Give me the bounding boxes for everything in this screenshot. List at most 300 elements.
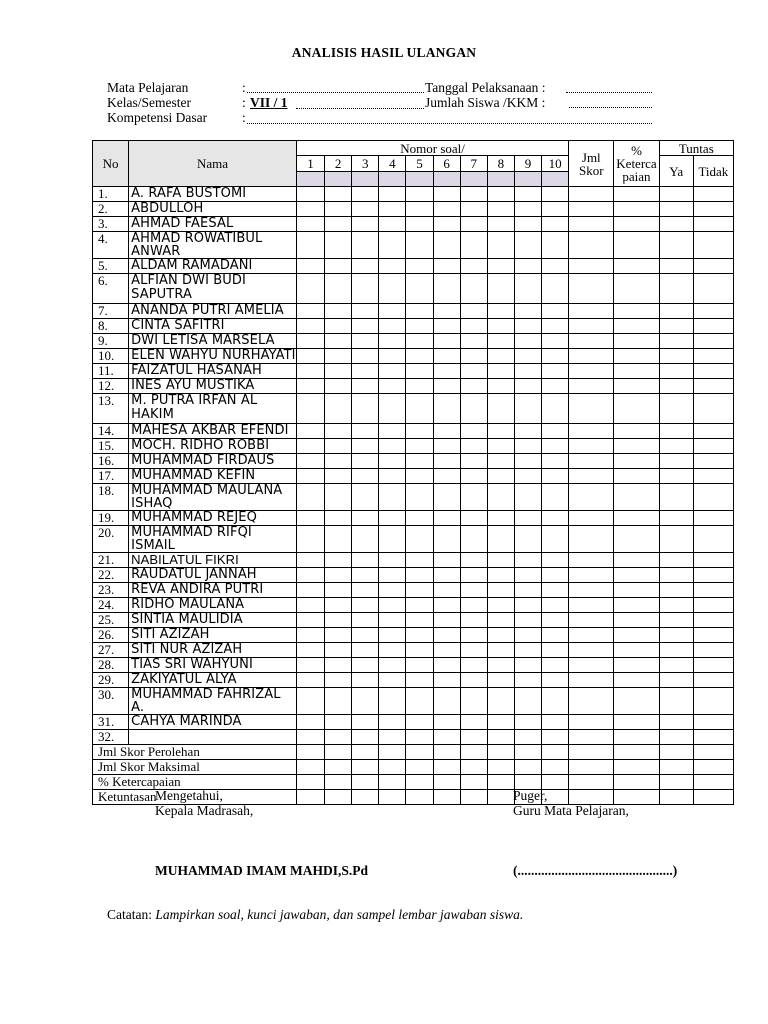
score-cell[interactable] xyxy=(614,259,659,274)
score-cell[interactable] xyxy=(693,628,733,643)
score-cell[interactable] xyxy=(514,187,541,202)
score-cell[interactable] xyxy=(614,526,659,553)
score-cell[interactable] xyxy=(659,583,693,598)
score-cell[interactable] xyxy=(614,730,659,745)
score-cell[interactable] xyxy=(460,334,487,349)
score-cell[interactable] xyxy=(406,259,433,274)
score-cell[interactable] xyxy=(460,730,487,745)
answer-key-cell[interactable] xyxy=(379,172,406,187)
score-cell[interactable] xyxy=(460,715,487,730)
score-cell[interactable] xyxy=(487,217,514,232)
score-cell[interactable] xyxy=(693,439,733,454)
score-cell[interactable] xyxy=(325,745,352,760)
score-cell[interactable] xyxy=(433,553,460,568)
score-cell[interactable] xyxy=(487,511,514,526)
score-cell[interactable] xyxy=(614,364,659,379)
score-cell[interactable] xyxy=(693,334,733,349)
score-cell[interactable] xyxy=(569,598,614,613)
score-cell[interactable] xyxy=(296,439,324,454)
tanggal-pelaksanaan-field[interactable] xyxy=(566,92,652,93)
score-cell[interactable] xyxy=(433,439,460,454)
score-cell[interactable] xyxy=(659,760,693,775)
score-cell[interactable] xyxy=(514,364,541,379)
score-cell[interactable] xyxy=(569,259,614,274)
score-cell[interactable] xyxy=(487,484,514,511)
score-cell[interactable] xyxy=(659,469,693,484)
score-cell[interactable] xyxy=(352,511,379,526)
score-cell[interactable] xyxy=(433,568,460,583)
score-cell[interactable] xyxy=(487,673,514,688)
score-cell[interactable] xyxy=(569,745,614,760)
score-cell[interactable] xyxy=(514,319,541,334)
score-cell[interactable] xyxy=(542,349,569,364)
score-cell[interactable] xyxy=(433,202,460,217)
score-cell[interactable] xyxy=(296,511,324,526)
score-cell[interactable] xyxy=(352,334,379,349)
score-cell[interactable] xyxy=(325,469,352,484)
score-cell[interactable] xyxy=(325,379,352,394)
score-cell[interactable] xyxy=(693,304,733,319)
score-cell[interactable] xyxy=(693,760,733,775)
score-cell[interactable] xyxy=(693,202,733,217)
score-cell[interactable] xyxy=(614,628,659,643)
score-cell[interactable] xyxy=(487,379,514,394)
score-cell[interactable] xyxy=(406,583,433,598)
score-cell[interactable] xyxy=(406,304,433,319)
score-cell[interactable] xyxy=(379,511,406,526)
score-cell[interactable] xyxy=(406,334,433,349)
score-cell[interactable] xyxy=(542,613,569,628)
score-cell[interactable] xyxy=(460,319,487,334)
score-cell[interactable] xyxy=(569,202,614,217)
score-cell[interactable] xyxy=(433,349,460,364)
score-cell[interactable] xyxy=(614,511,659,526)
score-cell[interactable] xyxy=(406,568,433,583)
score-cell[interactable] xyxy=(433,379,460,394)
score-cell[interactable] xyxy=(433,364,460,379)
score-cell[interactable] xyxy=(514,715,541,730)
score-cell[interactable] xyxy=(659,232,693,259)
score-cell[interactable] xyxy=(693,643,733,658)
score-cell[interactable] xyxy=(614,334,659,349)
score-cell[interactable] xyxy=(659,259,693,274)
score-cell[interactable] xyxy=(569,334,614,349)
score-cell[interactable] xyxy=(614,217,659,232)
score-cell[interactable] xyxy=(379,454,406,469)
score-cell[interactable] xyxy=(433,187,460,202)
score-cell[interactable] xyxy=(460,583,487,598)
score-cell[interactable] xyxy=(514,424,541,439)
score-cell[interactable] xyxy=(379,187,406,202)
score-cell[interactable] xyxy=(325,454,352,469)
score-cell[interactable] xyxy=(460,553,487,568)
score-cell[interactable] xyxy=(514,232,541,259)
score-cell[interactable] xyxy=(542,628,569,643)
score-cell[interactable] xyxy=(460,643,487,658)
score-cell[interactable] xyxy=(352,217,379,232)
score-cell[interactable] xyxy=(325,424,352,439)
score-cell[interactable] xyxy=(514,658,541,673)
score-cell[interactable] xyxy=(542,202,569,217)
score-cell[interactable] xyxy=(514,628,541,643)
guru-name-placeholder[interactable]: (..............................................) xyxy=(513,863,678,878)
score-cell[interactable] xyxy=(460,484,487,511)
score-cell[interactable] xyxy=(514,454,541,469)
score-cell[interactable] xyxy=(325,394,352,424)
score-cell[interactable] xyxy=(693,349,733,364)
kompetensi-dasar-field[interactable] xyxy=(247,123,652,124)
answer-key-cell[interactable] xyxy=(542,172,569,187)
score-cell[interactable] xyxy=(460,673,487,688)
score-cell[interactable] xyxy=(352,688,379,715)
score-cell[interactable] xyxy=(460,628,487,643)
score-cell[interactable] xyxy=(659,628,693,643)
score-cell[interactable] xyxy=(406,364,433,379)
score-cell[interactable] xyxy=(433,715,460,730)
score-cell[interactable] xyxy=(693,259,733,274)
score-cell[interactable] xyxy=(659,454,693,469)
score-cell[interactable] xyxy=(569,658,614,673)
score-cell[interactable] xyxy=(433,526,460,553)
score-cell[interactable] xyxy=(569,274,614,304)
score-cell[interactable] xyxy=(406,745,433,760)
score-cell[interactable] xyxy=(379,658,406,673)
score-cell[interactable] xyxy=(433,673,460,688)
score-cell[interactable] xyxy=(659,274,693,304)
score-cell[interactable] xyxy=(325,259,352,274)
score-cell[interactable] xyxy=(569,364,614,379)
score-cell[interactable] xyxy=(569,454,614,469)
score-cell[interactable] xyxy=(693,394,733,424)
score-cell[interactable] xyxy=(659,775,693,790)
score-cell[interactable] xyxy=(460,349,487,364)
score-cell[interactable] xyxy=(659,688,693,715)
score-cell[interactable] xyxy=(659,439,693,454)
score-cell[interactable] xyxy=(569,568,614,583)
score-cell[interactable] xyxy=(379,217,406,232)
score-cell[interactable] xyxy=(542,469,569,484)
score-cell[interactable] xyxy=(614,745,659,760)
score-cell[interactable] xyxy=(325,598,352,613)
score-cell[interactable] xyxy=(487,775,514,790)
score-cell[interactable] xyxy=(542,760,569,775)
score-cell[interactable] xyxy=(296,790,324,805)
score-cell[interactable] xyxy=(542,526,569,553)
score-cell[interactable] xyxy=(542,304,569,319)
score-cell[interactable] xyxy=(487,454,514,469)
score-cell[interactable] xyxy=(406,715,433,730)
score-cell[interactable] xyxy=(693,424,733,439)
score-cell[interactable] xyxy=(433,760,460,775)
score-cell[interactable] xyxy=(406,394,433,424)
score-cell[interactable] xyxy=(693,568,733,583)
score-cell[interactable] xyxy=(487,790,514,805)
score-cell[interactable] xyxy=(406,790,433,805)
score-cell[interactable] xyxy=(460,658,487,673)
score-cell[interactable] xyxy=(569,187,614,202)
score-cell[interactable] xyxy=(433,217,460,232)
score-cell[interactable] xyxy=(614,760,659,775)
score-cell[interactable] xyxy=(514,688,541,715)
score-cell[interactable] xyxy=(433,259,460,274)
score-cell[interactable] xyxy=(693,379,733,394)
score-cell[interactable] xyxy=(325,583,352,598)
score-cell[interactable] xyxy=(569,319,614,334)
score-cell[interactable] xyxy=(379,643,406,658)
score-cell[interactable] xyxy=(659,658,693,673)
score-cell[interactable] xyxy=(325,673,352,688)
score-cell[interactable] xyxy=(296,232,324,259)
answer-key-cell[interactable] xyxy=(296,172,324,187)
score-cell[interactable] xyxy=(487,469,514,484)
score-cell[interactable] xyxy=(614,775,659,790)
score-cell[interactable] xyxy=(352,349,379,364)
score-cell[interactable] xyxy=(514,643,541,658)
score-cell[interactable] xyxy=(433,394,460,424)
score-cell[interactable] xyxy=(614,202,659,217)
score-cell[interactable] xyxy=(352,259,379,274)
score-cell[interactable] xyxy=(352,526,379,553)
score-cell[interactable] xyxy=(325,439,352,454)
score-cell[interactable] xyxy=(433,232,460,259)
score-cell[interactable] xyxy=(379,673,406,688)
score-cell[interactable] xyxy=(296,715,324,730)
score-cell[interactable] xyxy=(406,319,433,334)
score-cell[interactable] xyxy=(352,319,379,334)
score-cell[interactable] xyxy=(569,730,614,745)
score-cell[interactable] xyxy=(569,715,614,730)
score-cell[interactable] xyxy=(514,568,541,583)
score-cell[interactable] xyxy=(296,274,324,304)
score-cell[interactable] xyxy=(460,304,487,319)
score-cell[interactable] xyxy=(296,730,324,745)
score-cell[interactable] xyxy=(406,232,433,259)
score-cell[interactable] xyxy=(542,568,569,583)
score-cell[interactable] xyxy=(379,379,406,394)
score-cell[interactable] xyxy=(542,319,569,334)
score-cell[interactable] xyxy=(569,232,614,259)
score-cell[interactable] xyxy=(569,469,614,484)
score-cell[interactable] xyxy=(460,760,487,775)
score-cell[interactable] xyxy=(693,730,733,745)
score-cell[interactable] xyxy=(296,334,324,349)
score-cell[interactable] xyxy=(659,568,693,583)
score-cell[interactable] xyxy=(433,484,460,511)
score-cell[interactable] xyxy=(693,319,733,334)
score-cell[interactable] xyxy=(460,274,487,304)
score-cell[interactable] xyxy=(460,469,487,484)
score-cell[interactable] xyxy=(487,643,514,658)
score-cell[interactable] xyxy=(460,394,487,424)
score-cell[interactable] xyxy=(487,274,514,304)
kelas-semester-value[interactable] xyxy=(250,95,288,110)
score-cell[interactable] xyxy=(542,439,569,454)
score-cell[interactable] xyxy=(325,760,352,775)
score-cell[interactable] xyxy=(296,454,324,469)
score-cell[interactable] xyxy=(352,439,379,454)
score-cell[interactable] xyxy=(296,553,324,568)
score-cell[interactable] xyxy=(659,526,693,553)
score-cell[interactable] xyxy=(693,526,733,553)
score-cell[interactable] xyxy=(487,598,514,613)
answer-key-cell[interactable] xyxy=(460,172,487,187)
score-cell[interactable] xyxy=(379,598,406,613)
score-cell[interactable] xyxy=(379,553,406,568)
score-cell[interactable] xyxy=(433,304,460,319)
score-cell[interactable] xyxy=(542,274,569,304)
score-cell[interactable] xyxy=(487,439,514,454)
score-cell[interactable] xyxy=(379,259,406,274)
score-cell[interactable] xyxy=(352,364,379,379)
score-cell[interactable] xyxy=(433,658,460,673)
score-cell[interactable] xyxy=(379,613,406,628)
score-cell[interactable] xyxy=(325,553,352,568)
score-cell[interactable] xyxy=(460,790,487,805)
score-cell[interactable] xyxy=(433,511,460,526)
score-cell[interactable] xyxy=(406,775,433,790)
score-cell[interactable] xyxy=(352,613,379,628)
score-cell[interactable] xyxy=(460,511,487,526)
score-cell[interactable] xyxy=(569,304,614,319)
score-cell[interactable] xyxy=(614,424,659,439)
score-cell[interactable] xyxy=(542,553,569,568)
score-cell[interactable] xyxy=(325,364,352,379)
score-cell[interactable] xyxy=(379,304,406,319)
answer-key-cell[interactable] xyxy=(487,172,514,187)
score-cell[interactable] xyxy=(614,304,659,319)
score-cell[interactable] xyxy=(406,274,433,304)
score-cell[interactable] xyxy=(379,568,406,583)
score-cell[interactable] xyxy=(569,583,614,598)
score-cell[interactable] xyxy=(659,790,693,805)
score-cell[interactable] xyxy=(614,274,659,304)
score-cell[interactable] xyxy=(325,187,352,202)
score-cell[interactable] xyxy=(487,526,514,553)
score-cell[interactable] xyxy=(433,745,460,760)
score-cell[interactable] xyxy=(542,730,569,745)
jumlah-siswa-field[interactable] xyxy=(569,107,652,108)
score-cell[interactable] xyxy=(693,715,733,730)
score-cell[interactable] xyxy=(614,643,659,658)
score-cell[interactable] xyxy=(614,379,659,394)
score-cell[interactable] xyxy=(693,274,733,304)
score-cell[interactable] xyxy=(296,760,324,775)
score-cell[interactable] xyxy=(352,673,379,688)
score-cell[interactable] xyxy=(514,673,541,688)
score-cell[interactable] xyxy=(542,484,569,511)
score-cell[interactable] xyxy=(659,364,693,379)
score-cell[interactable] xyxy=(460,217,487,232)
score-cell[interactable] xyxy=(659,730,693,745)
score-cell[interactable] xyxy=(542,424,569,439)
score-cell[interactable] xyxy=(406,454,433,469)
score-cell[interactable] xyxy=(693,454,733,469)
score-cell[interactable] xyxy=(514,394,541,424)
score-cell[interactable] xyxy=(352,379,379,394)
score-cell[interactable] xyxy=(352,454,379,469)
score-cell[interactable] xyxy=(542,688,569,715)
score-cell[interactable] xyxy=(460,259,487,274)
score-cell[interactable] xyxy=(325,217,352,232)
score-cell[interactable] xyxy=(614,232,659,259)
score-cell[interactable] xyxy=(433,775,460,790)
score-cell[interactable] xyxy=(514,613,541,628)
score-cell[interactable] xyxy=(693,745,733,760)
score-cell[interactable] xyxy=(659,598,693,613)
score-cell[interactable] xyxy=(487,715,514,730)
score-cell[interactable] xyxy=(614,715,659,730)
score-cell[interactable] xyxy=(406,511,433,526)
score-cell[interactable] xyxy=(433,688,460,715)
score-cell[interactable] xyxy=(487,202,514,217)
score-cell[interactable] xyxy=(296,349,324,364)
score-cell[interactable] xyxy=(460,424,487,439)
score-cell[interactable] xyxy=(542,259,569,274)
score-cell[interactable] xyxy=(296,526,324,553)
score-cell[interactable] xyxy=(433,613,460,628)
score-cell[interactable] xyxy=(659,187,693,202)
score-cell[interactable] xyxy=(460,454,487,469)
score-cell[interactable] xyxy=(460,232,487,259)
score-cell[interactable] xyxy=(693,217,733,232)
score-cell[interactable] xyxy=(693,583,733,598)
score-cell[interactable] xyxy=(614,583,659,598)
score-cell[interactable] xyxy=(460,202,487,217)
score-cell[interactable] xyxy=(460,526,487,553)
score-cell[interactable] xyxy=(487,658,514,673)
score-cell[interactable] xyxy=(406,673,433,688)
score-cell[interactable] xyxy=(693,469,733,484)
score-cell[interactable] xyxy=(352,187,379,202)
score-cell[interactable] xyxy=(352,394,379,424)
score-cell[interactable] xyxy=(614,439,659,454)
score-cell[interactable] xyxy=(693,187,733,202)
score-cell[interactable] xyxy=(487,730,514,745)
score-cell[interactable] xyxy=(296,688,324,715)
score-cell[interactable] xyxy=(379,274,406,304)
score-cell[interactable] xyxy=(569,760,614,775)
score-cell[interactable] xyxy=(514,379,541,394)
score-cell[interactable] xyxy=(379,364,406,379)
score-cell[interactable] xyxy=(659,715,693,730)
score-cell[interactable] xyxy=(296,658,324,673)
score-cell[interactable] xyxy=(379,730,406,745)
score-cell[interactable] xyxy=(693,364,733,379)
score-cell[interactable] xyxy=(514,484,541,511)
answer-key-cell[interactable] xyxy=(514,172,541,187)
score-cell[interactable] xyxy=(352,583,379,598)
score-cell[interactable] xyxy=(296,364,324,379)
score-cell[interactable] xyxy=(325,568,352,583)
score-cell[interactable] xyxy=(659,745,693,760)
score-cell[interactable] xyxy=(352,553,379,568)
score-cell[interactable] xyxy=(352,775,379,790)
score-cell[interactable] xyxy=(296,775,324,790)
score-cell[interactable] xyxy=(460,688,487,715)
score-cell[interactable] xyxy=(352,202,379,217)
score-cell[interactable] xyxy=(433,454,460,469)
score-cell[interactable] xyxy=(352,484,379,511)
score-cell[interactable] xyxy=(296,598,324,613)
score-cell[interactable] xyxy=(614,553,659,568)
score-cell[interactable] xyxy=(460,568,487,583)
score-cell[interactable] xyxy=(487,334,514,349)
score-cell[interactable] xyxy=(352,304,379,319)
score-cell[interactable] xyxy=(325,643,352,658)
score-cell[interactable] xyxy=(659,202,693,217)
score-cell[interactable] xyxy=(614,568,659,583)
score-cell[interactable] xyxy=(325,658,352,673)
